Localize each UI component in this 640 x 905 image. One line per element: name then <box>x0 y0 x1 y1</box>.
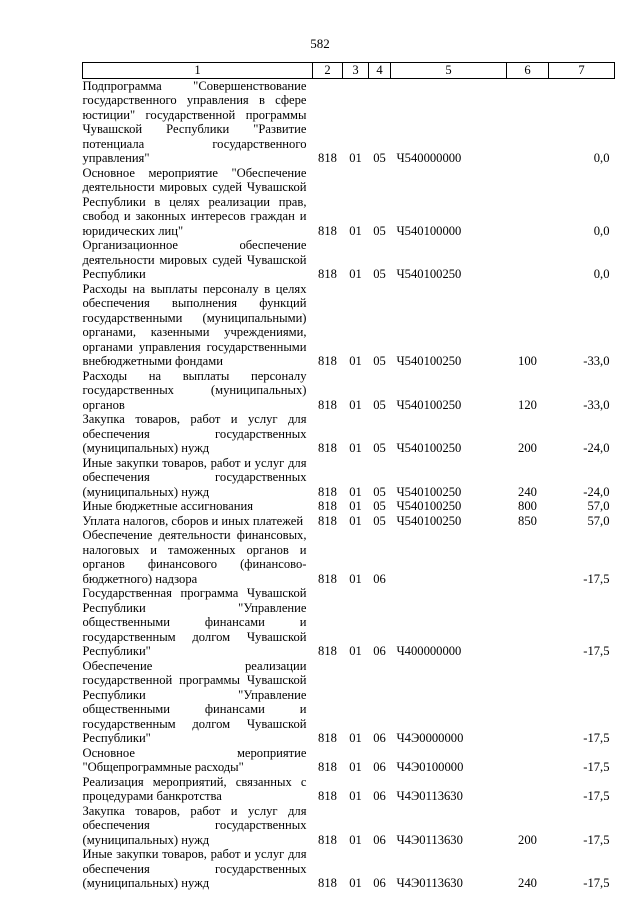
row-expense-type <box>507 746 549 775</box>
table-row <box>83 847 615 891</box>
row-section: 01 <box>349 484 362 499</box>
table-row <box>83 499 615 514</box>
row-section: 01 <box>349 151 362 165</box>
row-target-article: Ч540100250 <box>396 484 462 499</box>
row-ministry-code: 818 <box>318 513 337 528</box>
row-expense-type: 200 <box>518 832 537 847</box>
row-ministry-code: 818 <box>318 267 337 281</box>
header-row <box>83 63 615 79</box>
table-row <box>83 456 615 500</box>
row-section: 01 <box>349 354 362 368</box>
row-target-article: Ч4Э0113630 <box>396 832 463 847</box>
row-name: Расходы на выплаты персоналу в целях обеспечения выполнения функций государственными (муниципальными) органами, казенными учреждениями, органами управления государственными внебюджетными фондами <box>82 281 307 368</box>
row-amount: -33,0 <box>583 397 610 412</box>
table-row <box>83 528 615 586</box>
row-expense-type: 850 <box>518 513 537 528</box>
row-ministry-code: 818 <box>318 876 337 890</box>
row-ministry-code: 818 <box>318 223 337 238</box>
row-ministry-code: 818 <box>318 397 337 412</box>
row-amount: 0,0 <box>593 267 610 281</box>
row-ministry-code: 818 <box>318 484 337 499</box>
table-row <box>83 659 615 746</box>
row-subsection: 06 <box>373 731 386 745</box>
row-amount: -17,5 <box>583 571 610 586</box>
row-target-article: Ч540100000 <box>396 223 462 238</box>
row-name: Иные закупки товаров, работ и услуг для обеспечения государственных (муниципальных) нужд <box>82 455 307 499</box>
row-target-article: Ч540100250 <box>396 267 462 281</box>
row-expense-type: 120 <box>518 397 537 412</box>
row-amount: -17,5 <box>583 644 610 658</box>
row-name: Подпрограмма "Совершенствование государственного управления в сфере юстиции" государственной программы Чувашской Республики "Развитие потенциала государственного управления" <box>82 78 307 165</box>
row-name: Закупка товаров, работ и услуг для обеспечения государственных (муниципальных) нужд <box>82 803 307 847</box>
header-col-4: 4 <box>369 63 391 79</box>
table-row <box>83 166 615 239</box>
row-target-article: Ч540100250 <box>396 397 462 412</box>
row-target-article: Ч4Э0100000 <box>396 760 464 774</box>
header-col-3: 3 <box>343 63 369 79</box>
row-subsection: 05 <box>373 484 386 499</box>
row-name: Основное мероприятие "Общепрограммные расходы" <box>82 745 307 774</box>
row-target-article: Ч4Э0113630 <box>396 876 463 890</box>
row-target-article: Ч540100250 <box>396 441 462 455</box>
table-row <box>83 775 615 804</box>
row-name: Организационное обеспечение деятельности мировых судей Чувашской Республики <box>82 238 307 281</box>
row-ministry-code: 818 <box>318 644 337 658</box>
row-name: Обеспечение реализации государственной программы Чувашской Республики "Управление общественными финансами и государственным долгом Чувашской Республики" <box>82 658 307 745</box>
row-target-article: Ч4Э0000000 <box>396 731 464 745</box>
row-subsection: 06 <box>373 789 386 803</box>
row-section: 01 <box>349 397 362 412</box>
header-col-2: 2 <box>313 63 343 79</box>
row-name: Иные закупки товаров, работ и услуг для обеспечения государственных (муниципальных) нужд <box>82 847 307 890</box>
row-expense-type: 800 <box>518 499 537 513</box>
row-amount: 57,0 <box>587 499 610 513</box>
row-subsection: 05 <box>373 397 386 412</box>
table-row <box>83 238 615 282</box>
row-subsection: 05 <box>373 267 386 281</box>
table-row <box>83 514 615 529</box>
row-name: Основное мероприятие "Обеспечение деятельности мировых судей Чувашской Республики в целях реализации прав, свобод и законных интересов граждан и юридических лиц" <box>82 165 307 238</box>
row-amount: -24,0 <box>583 484 610 499</box>
row-ministry-code: 818 <box>318 354 337 368</box>
row-target-article: Ч400000000 <box>396 644 462 658</box>
row-section: 01 <box>349 499 362 513</box>
row-amount: 57,0 <box>587 513 610 528</box>
row-section: 01 <box>349 223 362 238</box>
row-expense-type <box>507 586 549 659</box>
row-expense-type <box>507 775 549 804</box>
row-subsection: 05 <box>373 441 386 455</box>
row-amount: 0,0 <box>593 151 610 165</box>
row-expense-type <box>507 166 549 239</box>
row-section: 01 <box>349 513 362 528</box>
row-ministry-code: 818 <box>318 789 337 803</box>
header-col-6: 6 <box>507 63 549 79</box>
page-number: 582 <box>310 36 330 51</box>
row-section: 01 <box>349 571 362 586</box>
row-name: Государственная программа Чувашской Республики "Управление общественными финансами и государственным долгом Чувашской Республики" <box>82 586 307 658</box>
table-row <box>83 78 615 166</box>
budget-table <box>82 62 615 891</box>
row-expense-type <box>507 528 549 586</box>
table-row <box>83 804 615 848</box>
row-target-article: Ч540100250 <box>396 513 462 528</box>
row-section: 01 <box>349 789 362 803</box>
row-section: 01 <box>349 760 362 774</box>
row-target-article <box>391 528 507 586</box>
row-ministry-code: 818 <box>318 441 337 455</box>
row-subsection: 06 <box>373 876 386 890</box>
row-amount: -24,0 <box>583 441 610 455</box>
row-expense-type: 240 <box>518 876 537 890</box>
row-expense-type: 200 <box>518 441 537 455</box>
row-section: 01 <box>349 267 362 281</box>
row-subsection: 05 <box>373 223 386 238</box>
row-expense-type <box>507 238 549 282</box>
table-body <box>83 78 615 891</box>
row-target-article: Ч4Э0113630 <box>396 789 463 803</box>
row-expense-type: 100 <box>518 354 537 368</box>
row-amount: -17,5 <box>583 832 610 847</box>
header-col-1: 1 <box>83 63 313 79</box>
row-name: Иные бюджетные ассигнования <box>82 499 254 513</box>
row-name: Обеспечение деятельности финансовых, налоговых и таможенных органов и органов финансового (финансово-бюджетного) надзора <box>82 528 307 586</box>
row-section: 01 <box>349 731 362 745</box>
table-row <box>83 369 615 413</box>
row-subsection: 06 <box>373 571 386 586</box>
row-ministry-code: 818 <box>318 499 337 513</box>
row-expense-type <box>507 659 549 746</box>
table-row <box>83 282 615 369</box>
header-col-5: 5 <box>391 63 507 79</box>
row-amount: 0,0 <box>593 223 610 238</box>
row-name: Расходы на выплаты персоналу государственных (муниципальных) органов <box>82 368 307 412</box>
row-subsection: 05 <box>373 513 386 528</box>
row-amount: -17,5 <box>583 789 610 803</box>
row-name: Реализация мероприятий, связанных с процедурами банкротства <box>82 774 307 803</box>
row-ministry-code: 818 <box>318 760 337 774</box>
row-subsection: 06 <box>373 760 386 774</box>
row-ministry-code: 818 <box>318 731 337 745</box>
table-row <box>83 586 615 659</box>
row-subsection: 05 <box>373 354 386 368</box>
row-subsection: 05 <box>373 151 386 165</box>
row-section: 01 <box>349 644 362 658</box>
row-ministry-code: 818 <box>318 832 337 847</box>
row-ministry-code: 818 <box>318 571 337 586</box>
row-amount: -17,5 <box>583 876 610 890</box>
table-row <box>83 746 615 775</box>
row-target-article: Ч540000000 <box>396 151 462 165</box>
row-section: 01 <box>349 832 362 847</box>
row-ministry-code: 818 <box>318 151 337 165</box>
row-subsection: 05 <box>373 499 386 513</box>
row-amount: -17,5 <box>583 760 610 774</box>
row-target-article: Ч540100250 <box>396 499 462 513</box>
header-col-7: 7 <box>549 63 615 79</box>
table-row <box>83 412 615 456</box>
row-expense-type: 240 <box>518 484 537 499</box>
row-section: 01 <box>349 441 362 455</box>
row-subsection: 06 <box>373 644 386 658</box>
row-subsection: 06 <box>373 832 386 847</box>
row-name: Уплата налогов, сборов и иных платежей <box>82 513 304 528</box>
row-name: Закупка товаров, работ и услуг для обеспечения государственных (муниципальных) нужд <box>82 412 307 455</box>
row-section: 01 <box>349 876 362 890</box>
row-amount: -33,0 <box>583 354 610 368</box>
row-amount: -17,5 <box>583 731 610 745</box>
row-expense-type <box>507 78 549 166</box>
row-target-article: Ч540100250 <box>396 354 462 368</box>
